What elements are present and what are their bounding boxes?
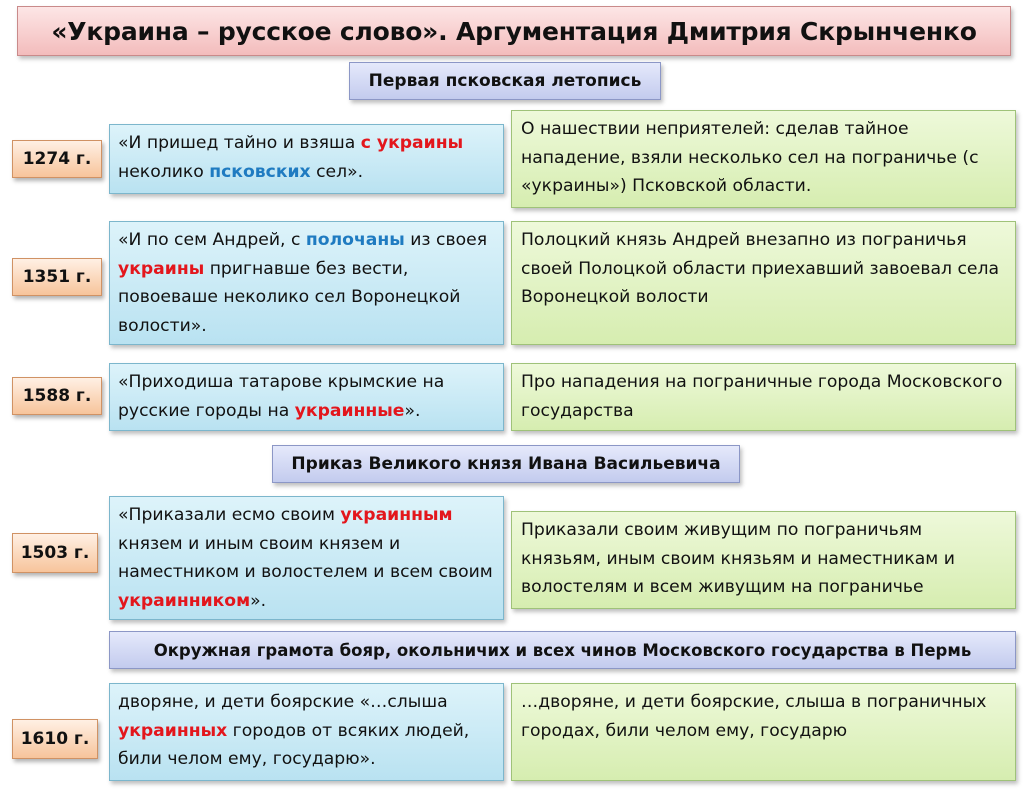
interpretation-box-1503: Приказали своим живущим по пограничьям князьям, иным своим князьям и наместникам и волостелям и всем живущим на пограничье bbox=[511, 511, 1016, 609]
quote-segment: князем и иным своим князем и наместником и волостелем и всем своим bbox=[118, 533, 493, 582]
year-label-1274: 1274 г. bbox=[12, 140, 102, 178]
year-label-1610: 1610 г. bbox=[12, 719, 98, 759]
quote-box-1351 bbox=[109, 221, 504, 345]
quote-segment: городов от всяких людей, били челом ему, государю». bbox=[118, 720, 470, 769]
quote-segment: «Приказали есмо своим bbox=[118, 505, 341, 525]
highlight-ukraine-word: украины bbox=[118, 258, 205, 279]
quote-text bbox=[118, 372, 444, 421]
quote-box-1610 bbox=[109, 683, 504, 781]
highlight-place-word: псковских bbox=[209, 161, 311, 182]
quote-segment: «Приходиша татарове крымские на русские городы на bbox=[118, 372, 445, 421]
page-title: «Украина – русское слово». Аргументация Дмитрия Скрынченко bbox=[17, 6, 1011, 56]
year-label-1503: 1503 г. bbox=[12, 533, 98, 573]
quote-segment: из своея bbox=[404, 230, 488, 250]
quote-segment: «И по сем Андрей, с bbox=[118, 230, 306, 250]
quote-segment: неколико bbox=[118, 161, 210, 182]
quote-text bbox=[118, 692, 469, 769]
highlight-ukraine-word: с украины bbox=[360, 133, 464, 153]
highlight-ukraine-word: украинным bbox=[340, 505, 453, 525]
quote-segment: ». bbox=[250, 590, 267, 611]
quote-box-1503 bbox=[109, 496, 504, 620]
quote-segment: пригнавше без вести, повоеваше неколико сел Воронецкой волости». bbox=[118, 258, 461, 336]
section-header-perm-charter: Окружная грамота бояр, окольничих и всех чинов Московского государства в Пермь bbox=[109, 631, 1016, 669]
interpretation-box-1610: …дворяне, и дети боярские, слыша в пограничных городах, били челом ему, государю bbox=[511, 683, 1016, 781]
interpretation-box-1274: О нашествии неприятелей: сделав тайное нападение, взяли несколько сел на пограничье (с «украины») Псковской области. bbox=[511, 110, 1016, 208]
interpretation-box-1588: Про нападения на пограничные города Московского государства bbox=[511, 363, 1016, 431]
quote-text bbox=[118, 230, 487, 336]
highlight-place-word: полочаны bbox=[305, 230, 405, 250]
quote-segment: дворяне, и дети боярские «…слыша bbox=[118, 692, 448, 712]
year-label-1588: 1588 г. bbox=[12, 377, 102, 415]
highlight-ukraine-word: украинником bbox=[118, 590, 251, 611]
highlight-ukraine-word: украинных bbox=[118, 720, 228, 741]
quote-text bbox=[118, 505, 493, 611]
quote-box-1588 bbox=[109, 363, 504, 431]
highlight-ukraine-word: украинные bbox=[294, 400, 405, 421]
year-label-1351: 1351 г. bbox=[12, 258, 102, 296]
quote-segment: ». bbox=[404, 400, 421, 421]
quote-segment: сел». bbox=[310, 161, 364, 182]
quote-box-1274 bbox=[109, 124, 504, 194]
quote-text bbox=[118, 133, 463, 182]
quote-segment: «И пришед тайно и взяша bbox=[118, 133, 361, 153]
section-header-pskov-chronicle: Первая псковская летопись bbox=[349, 62, 661, 100]
interpretation-box-1351: Полоцкий князь Андрей внезапно из пограничья своей Полоцкой области приехавший завоевал села Воронецкой волости bbox=[511, 221, 1016, 345]
section-header-ivan-decree: Приказ Великого князя Ивана Васильевича bbox=[272, 445, 740, 483]
